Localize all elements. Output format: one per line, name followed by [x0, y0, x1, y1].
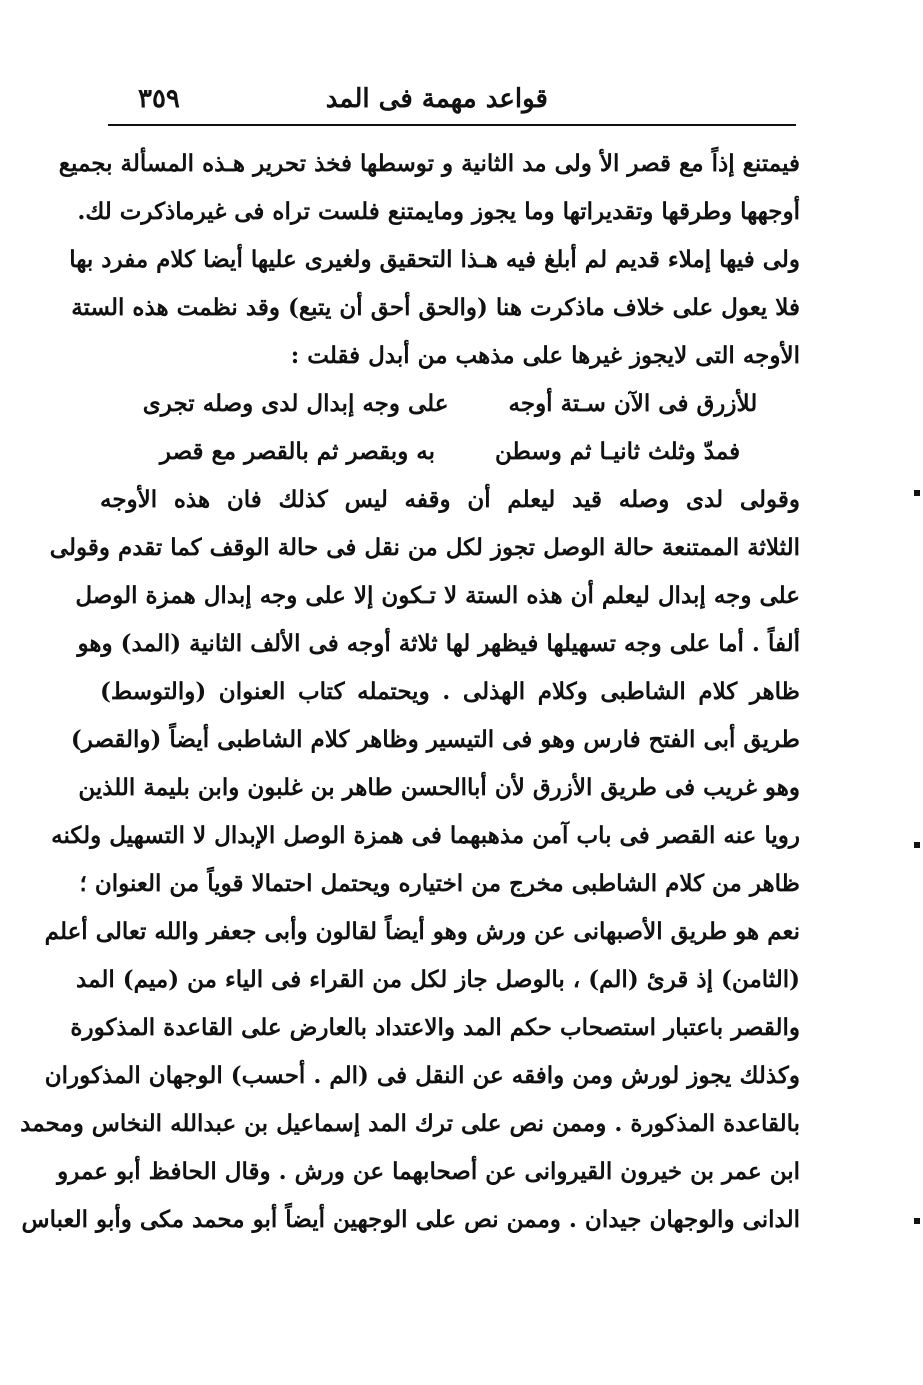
verse-hemistich: للأزرق فى الآن سـتة أوجه: [508, 390, 758, 417]
text-line: والقصر باعتبار استصحاب حكم المد والاعتداد بالعارض على القاعدة المذكورة: [70, 1014, 800, 1041]
text-line: الدانى والوجهان جيدان . وممن نص على الوجهين أيضاً أبو محمد مكى وأبو العباس: [21, 1206, 800, 1233]
text-line: فيمتنع إذاً مع قصر الأ ولى مد الثانية و توسطها فخذ تحرير هـذه المسألة بجميع: [58, 150, 800, 177]
text-line: بالقاعدة المذكورة . وممن نص على ترك المد إسماعيل بن عبدالله النخاس ومحمد: [20, 1110, 800, 1137]
text-line: طريق أبى الفتح فارس وهو فى التيسير وظاهر كلام الشاطبى أيضاً (والقصر): [70, 726, 800, 753]
verse-line: [100, 380, 800, 428]
main-text: [20, 140, 800, 1244]
text-line: فلا يعول على خلاف ماذكرت هنا (والحق أحق أن يتبع) وقد نظمت هذه الستة: [71, 294, 800, 321]
verse-line: [100, 428, 800, 476]
text-line: ظاهر من كلام الشاطبى مخرج من اختياره ويحتمل احتمالا قوياً من العنوان ؛: [79, 870, 800, 897]
page-header: [108, 78, 798, 122]
header-rule: [108, 124, 796, 126]
text-line: وكذلك يجوز لورش ومن وافقه عن النقل فى (الم . أحسب) الوجهان المذكوران: [44, 1062, 800, 1089]
text-line: ابن عمر بن خيرون القيروانى عن أصحابهما عن ورش . وقال الحافظ أبو عمرو: [57, 1158, 800, 1185]
running-title: قواعد مهمة فى المد: [325, 84, 548, 114]
verse-hemistich: على وجه إبدال لدى وصله تجرى: [142, 390, 449, 417]
text-line: وقولى لدى وصله قيد ليعلم أن وقفه ليس كذلك فان هذه الأوجه: [100, 486, 800, 513]
text-line: الثلاثة الممتنعة حالة الوصل تجوز لكل من نقل فى حالة الوقف كما تقدم وقولى: [49, 534, 800, 561]
verse-hemistich: فمدّ وثلث ثانيـا ثم وسطن: [495, 438, 741, 465]
text-line: وهو غريب فى طريق الأزرق لأن أباالحسن طاهر بن غلبون وابن بليمة اللذين: [78, 774, 800, 801]
margin-mark: [914, 490, 920, 496]
margin-mark: [914, 1218, 920, 1224]
text-line: ظاهر كلام الشاطبى وكلام الهذلى . ويحتمله كتاب العنوان (والتوسط): [100, 678, 800, 705]
verse-hemistich: به وبقصر ثم بالقصر مع قصر: [159, 438, 436, 465]
page-number: ٣٥٩: [138, 84, 180, 114]
text-line: (الثامن) إذ قرئ (الم) ، بالوصل جاز لكل من القراء فى الياء من (ميم) المد: [76, 966, 800, 993]
text-line: ولى فيها إملاء قديم لم أبلغ فيه هـذا التحقيق ولغيرى عليها أيضا كلام مفرد بها: [69, 246, 800, 273]
text-line: على وجه إبدال ليعلم أن هذه الستة لا تـكون إلا على وجه إبدال همزة الوصل: [75, 582, 800, 609]
text-line: نعم هو طريق الأصبهانى عن ورش وهو أيضاً لقالون وأبى جعفر والله تعالى أعلم: [44, 918, 800, 945]
margin-mark: [914, 842, 920, 848]
text-line: ألفاً . أما على وجه تسهيلها فيظهر لها ثلاثة أوجه فى الألف الثانية (المد) وهو: [77, 630, 800, 657]
text-line: الأوجه التى لايجوز غيرها على مذهب من أبدل فقلت :: [290, 342, 800, 369]
text-line: أوجهها وطرقها وتقديراتها وما يجوز ومايمتنع فلست تراه فى غيرماذكرت لك.: [77, 198, 800, 225]
text-line: رويا عنه القصر فى باب آمن مذهبهما فى همزة الوصل الإبدال لا التسهيل ولكنه: [51, 822, 800, 849]
